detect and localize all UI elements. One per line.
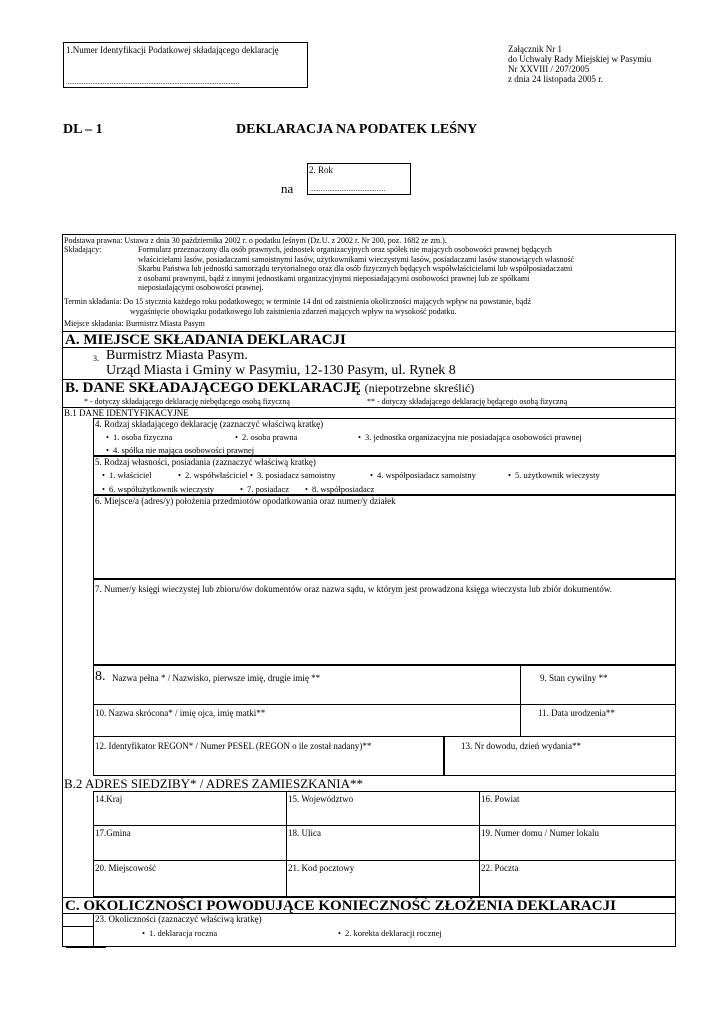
attachment-note	[508, 44, 651, 84]
checkbox-icon[interactable]: •	[178, 470, 181, 480]
checkbox-icon[interactable]: •	[102, 484, 105, 494]
field-6-box[interactable]	[93, 495, 676, 579]
field-10-label: 10. Nazwa skrócona* / imię ojca, imię matki**	[95, 708, 266, 718]
field-7-label: 7. Numer/y księgi wieczystej lub zbioru/ów dokumentów oraz nazwa sądu, w którym jest prowadzona księga wieczysta lub zbiór dokumentów.	[95, 584, 613, 594]
option-label: 4. współposiadacz samoistny	[376, 470, 476, 480]
option-co-possessor-independent[interactable]	[370, 470, 476, 480]
option-natural-person[interactable]	[106, 432, 172, 442]
year-box	[307, 163, 411, 195]
field-17-commune[interactable]: 17.Gmina	[95, 828, 131, 838]
option-label: 3. jednostka organizacyjna nie posiadająca osobowości prawnej	[364, 432, 582, 442]
option-org-unit[interactable]	[358, 432, 582, 442]
checkbox-icon[interactable]: •	[102, 470, 105, 480]
section-c-title: C. OKOLICZNOŚCI POWODUJĄCE KONIECZNOŚĆ ZŁOŻENIA DEKLARACJI	[65, 898, 616, 914]
section-b-title	[65, 380, 474, 396]
option-label: 7. posiadacz	[246, 484, 289, 494]
field-16-county[interactable]: 16. Powiat	[481, 794, 520, 804]
field-14-country[interactable]: 14.Kraj	[95, 794, 123, 804]
note-legal-entity: * - dotyczy składającego deklarację niebędącego osobą fizyczną	[84, 397, 290, 406]
field-19-house-number[interactable]: 19. Numer domu / Numer lokalu	[481, 828, 599, 838]
option-label: 2. osoba prawna	[241, 432, 298, 442]
option-possessor[interactable]	[240, 484, 289, 494]
divider	[62, 926, 93, 927]
field-9-label: 9. Stan cywilny **	[540, 673, 608, 683]
option-co-perpetual-user[interactable]	[102, 484, 214, 494]
field-9-box[interactable]	[520, 665, 676, 705]
option-co-owner[interactable]	[178, 470, 248, 480]
option-label: 1. deklaracja roczna	[148, 928, 218, 938]
divider	[286, 791, 287, 897]
divider	[66, 946, 106, 948]
checkbox-icon[interactable]: •	[235, 432, 238, 442]
filer-line: Formularz przeznaczony dla osób prawnych, jednostek organizacyjnych oraz spółek nie mających osobowości prawnej będących	[138, 245, 552, 254]
option-co-possessor[interactable]	[305, 484, 374, 494]
section-b-title-note: (niepotrzebne skreślić)	[364, 381, 475, 395]
filer-line: właścicielami lasów, posiadaczami samoistnymi lasów, użytkownikami wieczystymi lasów, posiadaczami lasów stanowiących własność	[138, 254, 575, 264]
deadline-line: wygaśnięcie obowiązku podatkowego lub zaistnienia zdarzeń mających wpływ na wysokość podatku.	[130, 307, 457, 316]
na-label: na	[281, 181, 294, 196]
option-label: 6. współużytkownik wieczysty	[108, 484, 215, 494]
b1-heading: B.1 DANE IDENTYFIKACYJNE	[64, 408, 189, 418]
section-b-title-text: B. DANE SKŁADAJĄCEGO DEKLARACJĘ	[65, 380, 361, 396]
attachment-line: Nr XXVIII / 207/2005	[508, 64, 590, 74]
checkbox-icon[interactable]: •	[250, 470, 253, 480]
divider	[93, 825, 676, 826]
year-input[interactable]: ...........................................	[310, 185, 386, 193]
checkbox-icon[interactable]: •	[106, 445, 109, 455]
option-perpetual-user[interactable]	[508, 470, 600, 480]
attachment-line: z dnia 24 listopada 2005 r.	[508, 74, 603, 84]
filer-line: z osobami prawnymi, bądź z innymi jednostkami organizacyjnymi nieposiadającymi osobowości prawnej lub ze spółkami	[138, 273, 530, 283]
note-natural-person: ** - dotyczy składającego deklarację będącego osobą fizyczną	[367, 397, 568, 406]
nip-input[interactable]: ...................................................................................................	[66, 78, 240, 86]
divider	[93, 860, 676, 861]
form-code: DL – 1	[63, 122, 103, 137]
field-8-box[interactable]	[93, 665, 521, 705]
checkbox-icon[interactable]: •	[305, 484, 308, 494]
field-18-street[interactable]: 18. Ulica	[288, 828, 321, 838]
field-15-voivodeship[interactable]: 15. Województwo	[288, 794, 354, 804]
filer-line: nieposiadającymi osobowości prawnej.	[138, 283, 264, 292]
option-label: 3. posiadacz samoistny	[256, 470, 336, 480]
nip-box	[63, 42, 308, 88]
filer-text	[138, 245, 674, 293]
field-22-post-office[interactable]: 22. Poczta	[481, 863, 519, 873]
field-13-label: 13. Nr dowodu, dzień wydania**	[461, 741, 581, 751]
place-of-filing: Miejsce składania: Burmistrz Miasta Pasym	[64, 319, 205, 328]
authority-name: Burmistrz Miasta Pasym.	[106, 348, 248, 363]
page-title: DEKLARACJA NA PODATEK LEŚNY	[236, 122, 478, 137]
field-5-label: 5. Rodzaj własności, posiadania (zaznaczyć właściwą kratkę)	[95, 457, 316, 467]
field-8-label: Nazwa pełna * / Nazwisko, pierwsze imię, drugie imię **	[112, 673, 321, 683]
filer-label: Składający:	[64, 245, 102, 254]
checkbox-icon[interactable]: •	[358, 432, 361, 442]
address-grid	[93, 791, 676, 897]
option-label: 8. współposiadacz	[311, 484, 375, 494]
field-20-city[interactable]: 20. Miejscowość	[95, 863, 156, 873]
option-company[interactable]	[106, 445, 254, 455]
field-21-postal-code[interactable]: 21. Kod pocztowy	[288, 863, 355, 873]
option-legal-person[interactable]	[235, 432, 297, 442]
divider	[93, 913, 94, 947]
authority-address: Urząd Miasta i Gminy w Pasymiu, 12-130 Pasym, ul. Rynek 8	[106, 363, 456, 378]
legal-basis: Podstawa prawna: Ustawa z dnia 30 października 2002 r. o podatku leśnym (Dz.U. z 2002 r. Nr 200, poz. 1682 ze zm.).	[64, 236, 447, 245]
nip-label: 1.Numer Identyfikacji Podatkowej składającego deklarację	[66, 45, 279, 55]
field-11-label: 11. Data urodzenia**	[538, 708, 615, 718]
checkbox-icon[interactable]: •	[370, 470, 373, 480]
b2-heading: B.2 ADRES SIEDZIBY* / ADRES ZAMIESZKANIA**	[64, 776, 364, 791]
option-owner[interactable]	[102, 470, 151, 480]
filer-line: Skarbu Państwa lub jednostki samorządu terytorialnego oraz dla osób fizycznych będących współwłaścicielami lub współposiadaczami	[138, 264, 573, 273]
checkbox-icon[interactable]: •	[240, 484, 243, 494]
option-label: 2. korekta deklaracji rocznej	[344, 928, 442, 938]
attachment-line: Załącznik Nr 1	[508, 44, 562, 54]
option-label: 4. spółka nie mająca osobowości prawnej	[112, 445, 255, 455]
field-8-num: 8.	[95, 669, 106, 684]
option-label: 2. współwłaściciel	[184, 470, 248, 480]
field-12-label: 12. Identyfikator REGON* / Numer PESEL (REGON o ile został nadany)**	[95, 741, 372, 751]
field-23-label: 23. Okoliczności (zaznaczyć właściwą kratkę)	[95, 914, 262, 924]
deadline-line: Termin składania: Do 15 stycznia każdego roku podatkowego; w terminie 14 dni od zaistnienia okoliczności mających wpływ na powstanie, bądź	[64, 297, 531, 306]
option-correction[interactable]	[338, 928, 442, 938]
year-label: 2. Rok	[309, 165, 334, 175]
checkbox-icon[interactable]: •	[142, 928, 145, 938]
section-a-title: A. MIEJSCE SKŁADANIA DEKLARACJI	[65, 332, 346, 348]
option-label: 1. osoba fizyczna	[112, 432, 173, 442]
field-6-label: 6. Miejsce/a (adres/y) położenia przedmiotów opodatkowania oraz numer/y działek	[95, 496, 396, 506]
option-annual-declaration[interactable]	[142, 928, 217, 938]
field-3-num: 3.	[93, 354, 99, 363]
divider	[479, 791, 480, 897]
option-label: 5. użytkownik wieczysty	[514, 470, 600, 480]
checkbox-icon[interactable]: •	[338, 928, 341, 938]
attachment-line: do Uchwały Rady Miejskiej w Pasymiu	[508, 54, 652, 64]
option-label: 1. właściciel	[108, 470, 152, 480]
option-possessor-independent[interactable]	[250, 470, 336, 480]
divider	[443, 737, 445, 775]
checkbox-icon[interactable]: •	[106, 432, 109, 442]
checkbox-icon[interactable]: •	[508, 470, 511, 480]
field-4-label: 4. Rodzaj składającego deklarację (zaznaczyć właściwą kratkę)	[95, 419, 324, 429]
